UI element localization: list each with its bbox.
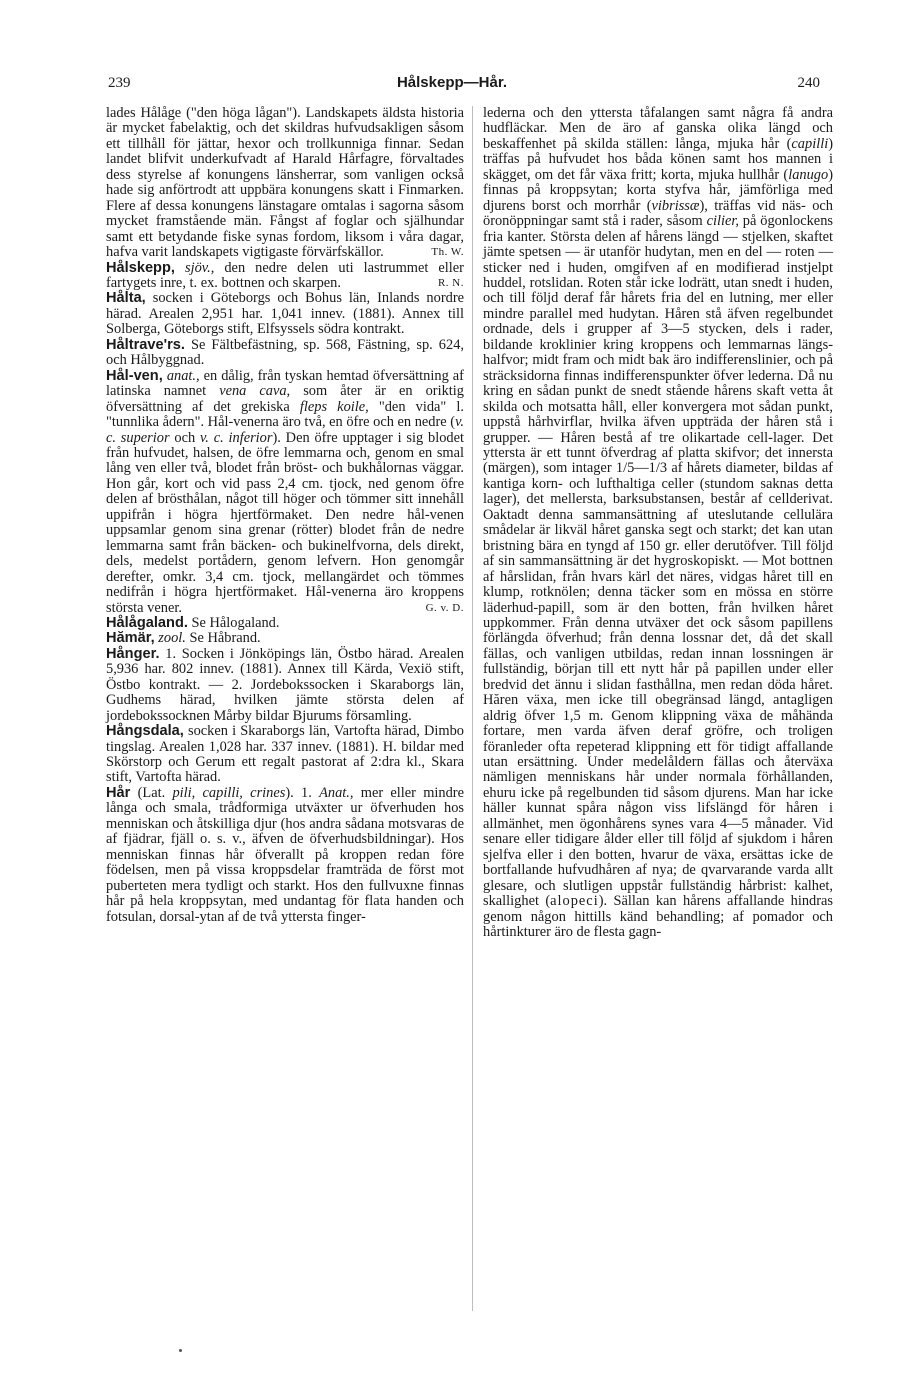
page-number-right: 240 xyxy=(797,75,820,91)
subject-label: Anat., xyxy=(319,784,354,801)
column-divider xyxy=(472,106,473,1311)
page-number-left: 239 xyxy=(108,75,131,91)
headword: Hålskepp, xyxy=(106,259,175,276)
author-signature: Th. W. xyxy=(431,246,464,259)
entry-hal-ven: Hål-ven, anat., en dålig, från tyskan hemtad öfversättning af latinska namnet vena cava, som åter är en oriktig öfversättning af det grekiska fleps koile, "den vida" l. "tunnlika ådern". Hål-venerna äro två, en öfre och en nedre (v. c. superior och v. c. inferior). Den öfre upptager i sig blodet från hufvudet, halsen, de öfre lemmarna och, genom en smal lång ven eller två, blodet från bröst- och bukhålornas väggar. Hon går, kort och vid pass 2,4 cm. tjock, ned genom öfre delen af brösthålan, något till höger och tömmer sitt innehåll uppifrån i högra hjertförmaket. Den nedre hål-venen uppsamlar genom sina grenar (rötter) blodet från de nedre lemmarna samt från bäcken- och bukinelfvorna, dels direkt, dels, medelst portådern, genom lefvern. Hon genomgår derefter, omkr. 3,4 cm. tjock, mellangärdet och tömmes nedifrån i högra hjertförmaket. Hål-venerna äro kroppens största vener. G. v. D. xyxy=(106,367,464,616)
author-signature: G. v. D. xyxy=(425,601,464,614)
subject-label: zool. xyxy=(158,630,186,647)
subject-label: sjöv., xyxy=(185,259,215,276)
headword: Håltrave'rs. xyxy=(106,336,185,353)
right-column xyxy=(483,106,833,940)
entry-hamar: Hămär, zool. Se Håbrand. xyxy=(106,630,261,647)
entry-har-continued: lederna och den yttersta tåfalangen samt några få andra hudfläckar. Men de äro af ganska olika längd och beskaffenhet på skilda ställen: långa, mjuka hår (capilli) träffas på hufvudet hos båda könen samt hos mannen i skägget, om det får växa fritt; korta, mjuka hullhår (lanugo) finnas på kroppsytan; korta styfva hår, jämförliga med djurens borst och morrhår (vibrissæ), träffas vid näs- och öronöppningar samt stå i rader, såsom cilier, på ögonlockens fria kanter. Största delen af hårens längd — stjelken, skaftet jämte spetsen — är utanför hudytan, men en del — roten — sticker ned i huden, omgifven af en modifierad instjelpt huddel, rotslidan. Roten står icke lodrätt, utan snedt i huden, och till följd deraf får hårets fria del en lutning, mer eller mindre parallel med hudytan. Håren stå äfven regelbundet ordnade, dels i grupper af 3—5 stycken, dels i rader, bildande kroklinier kring kroppens och lemmarnas längs-halfvor; midt fram och midt bak äro indifferenslinier, och på sträcksidorna finnas indifferenspunkter öfver lederna. Då nu kring en sådan punkt de snedt stående hårens skaft vetta åt skilda och motsatta håll, eller konvergera mot sådan punkt, uppstå hårhvirflar, hvilka äfven uppträda der håren stå i grupper. — Håren bestå af tre olikartade cell-lager. Det yttersta är ett tunnt öfverdrag af platta skifvor; det innersta (märgen), som intager 1/5—1/3 af hårets diameter, bildas af kantiga korn- och lufthaltiga celler (stundom saknas detta lager), det mellersta, barksubstansen, består af cellderivat. Oaktadt denna sammansättning af uteslutande cellulära smådelar är likväl håret ganska segt och starkt; det kan utan bristning bära en tyngd af 150 gr. eller derutöfver. Till följd af sin sammansättning är det hygroskopiskt. — Mot bottnen af hårslidan, från hvars kärl det näres, vidgas håret till en klump, rotknölen; denna täcker som en mössa en större läderhud-papill, som är den botten, från hvilken håret uppkommer. Från denna utväxer det ock såsom papillens förlängda öfverhud; från denna lossnar det, då det skall fällas, och vanligen utbildas, redan innan lossningen är fullständig, början till ett nytt hår på papillen under eller bredvid det ännu i slidan fasthållna, men redan döda håret. Hăren växa, men icke till obegränsad längd, antagligen aldrig öfver 1,5 m. Genom klippning växa de måhända fortare, men varda äfven deraf gröfre, och troligen föranleder ofta repeterad klippning ett för tidigt affallande utan ersättning. Under medelåldern fällas och återväxa nämligen menniskans hår under normala förhållanden, ehuru icke på regelbunden tid såsom djurens. Man har icke häller kunnat spåra någon viss lifslängd för håren i allmänhet, men ögonhårens synes vara 4—5 månader. Vid senare eller tidigare ålder eller till följd af sjukdom i håren sjelfva eller i den botten, hvarur de växa, ersättas icke de bortfallande hufvudhåren af nya; de qvarvarande varda allt glesare, och slutligen uppstår fullständig hårbrist: kalhet, skallighet (alopeci). Sällan kan hårens affallande hindras genom någon hittills känd behandling; af pomador och hårtinkturer äro de flesta gagn- xyxy=(483,105,833,941)
subject-label: anat., xyxy=(166,367,200,384)
entry-hangsdala: Hångsdala, socken i Skaraborgs län, Vartofta härad, Dimbo tingslag. Arealen 1,028 har. 337 innev. (1881). H. bildar med Skörstorp och Gerum ett regalt pastorat af 2:dra kl., Skara stift, Vartofta härad. xyxy=(106,723,464,786)
headword: Hångsdala, xyxy=(106,723,184,740)
entry-hanger: Hånger. 1. Socken i Jönköpings län, Östbo härad. Arealen 5,936 har. 802 innev. (1881). Annex till Kärda, Vexiö stift, Östbo kontrakt. — 2. Jordebokssocken i Skaraborgs län, Gudhems härad, hvilken jämte största delen af jordebokssocknen Mårby bildar Bjurums församling. xyxy=(106,645,464,724)
stray-ink-mark xyxy=(179,1349,182,1352)
headword: Hål-ven, xyxy=(106,367,163,384)
entry-halta: Hålta, socken i Göteborgs och Bohus län, Inlands nordre härad. Arealen 2,951 har. 1,041 innev. (1881). Annex till Solberga, Göteborgs stift, Elfsyssels södra kontrakt. xyxy=(106,290,464,338)
headword: Hår xyxy=(106,784,131,801)
headword: Hămär, xyxy=(106,630,155,647)
entry-halagaland: Hålågaland. Se Hålogaland. xyxy=(106,614,280,631)
left-column xyxy=(106,106,464,925)
entry-har: Hår (Lat. pili, capilli, crines). 1. Anat., mer eller mindre långa och smala, trådformiga utväxter ur öfverhuden hos menniskan och åtskilliga djur (hos andra sådana motsvaras de af fjädrar, fjäll o. s. v., äfven de öfverhudsbildningar). Hos menniskan finnas hår öfverallt på kroppen redan före födelsen, men på vissa kroppsdelar framträda de först mot puberteten mera tydligt och starkt. Hos den fullvuxne finnas hår på hela kroppsytan, med undantag för flata handen och fotsulan, dorsal-ytan af de två yttersta finger- xyxy=(106,784,464,925)
running-head: Hålskepp—Hår. xyxy=(396,74,508,91)
page-header xyxy=(0,72,904,94)
author-signature: R. N. xyxy=(437,276,464,289)
headword: Hålta, xyxy=(106,290,146,307)
headword: Hålågaland. xyxy=(106,614,188,631)
entry-halskepp: Hålskepp, sjöv., den nedre delen uti lastrummet eller fartygets inre, t. ex. bottnen och skarpen. R. N. xyxy=(106,259,464,291)
headword: Hånger. xyxy=(106,645,160,662)
entry-haltravers: Håltrave'rs. Se Fältbefästning, sp. 568, Fästning, sp. 624, och Hålbyggnad. xyxy=(106,336,464,369)
entry-halogaland-continued: lades Hålåge ("den höga lågan"). Landskapets äldsta historia är mycket fabelaktig, och det skildras hufvudsakligen såsom ett tillhåll för jättar, hexor och trollkunniga finnar. Sedan landet blifvit underkufvadt af Harald Hårfagre, förvaltades dess styrelse af konungens länsherrar, som vanligen också hade sig anförtrodt att uppbära konungens skatt i Finmarken. Flere af dessa konungens länstagare omtalas i sagorna såsom mycket framstående män. Fångst af foglar och själhundar samt ett betydande fiske synas fordom, liksom i våra dagar, hafva varit landskapets vigtigaste förvärfskällor. Th. W. xyxy=(106,105,464,261)
